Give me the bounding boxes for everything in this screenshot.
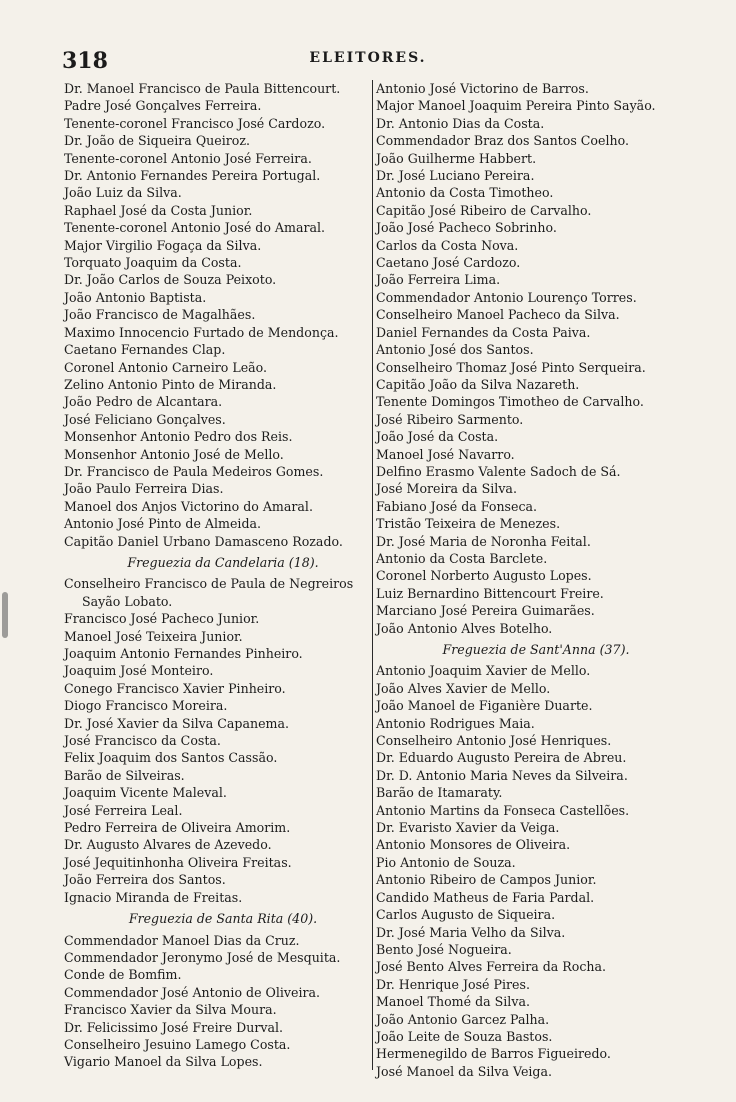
elector-entry: Joaquim José Monteiro. bbox=[64, 663, 214, 679]
elector-entry: Conselheiro Antonio José Henriques. bbox=[376, 733, 612, 749]
elector-entry: Conselheiro Francisco de Paula de Negreiros bbox=[64, 576, 354, 592]
elector-entry: Coronel Antonio Carneiro Leão. bbox=[64, 359, 268, 375]
elector-entry: Antonio Rodrigues Maia. bbox=[376, 715, 535, 731]
elector-entry: Pedro Ferreira de Oliveira Amorim. bbox=[64, 820, 291, 836]
elector-entry: Conselheiro Jesuino Lamego Costa. bbox=[64, 1036, 291, 1052]
elector-entry: João Ferreira dos Santos. bbox=[64, 872, 226, 888]
elector-entry: Coronel Norberto Augusto Lopes. bbox=[376, 568, 592, 584]
elector-entry: Francisco Xavier da Silva Moura. bbox=[64, 1002, 277, 1018]
elector-entry: Dr. José Maria Velho da Silva. bbox=[376, 924, 566, 940]
elector-entry: Joaquim Antonio Fernandes Pinheiro. bbox=[64, 646, 303, 661]
elector-entry: Pio Antonio de Souza. bbox=[376, 854, 516, 870]
elector-entry: José Francisco da Costa. bbox=[64, 733, 221, 749]
elector-entry: Felix Joaquim dos Santos Cassão. bbox=[64, 750, 278, 766]
elector-entry: João Antonio Garcez Palha. bbox=[376, 1011, 550, 1027]
elector-entry: Antonio Monsores de Oliveira. bbox=[376, 837, 571, 853]
elector-entry: Daniel Fernandes da Costa Paiva. bbox=[376, 324, 591, 340]
elector-entry: Dr. Manoel Francisco de Paula Bittencourt. bbox=[64, 81, 341, 96]
elector-entry: Capitão Daniel Urbano Damasceno Rozado. bbox=[64, 533, 343, 549]
elector-entry: Commendador Antonio Lourenço Torres. bbox=[376, 289, 637, 305]
elector-entry: Antonio Martins da Fonseca Castellões. bbox=[376, 802, 630, 818]
elector-entry: Barão de Silveiras. bbox=[64, 767, 185, 783]
elector-entry: José Feliciano Gonçalves. bbox=[64, 411, 226, 427]
elector-entry: Antonio da Costa Timotheo. bbox=[376, 185, 554, 201]
elector-entry: Maximo Innocencio Furtado de Mendonça. bbox=[64, 324, 339, 340]
elector-entry: Antonio da Costa Barclete. bbox=[376, 550, 548, 566]
elector-entry: Dr. José Xavier da Silva Capanema. bbox=[64, 715, 289, 731]
elector-entry: Marciano José Pereira Guimarães. bbox=[376, 603, 595, 619]
elector-entry: José Ferreira Leal. bbox=[64, 802, 183, 818]
elector-entry: João José da Costa. bbox=[376, 429, 499, 445]
elector-entry: Antonio Joaquim Xavier de Mello. bbox=[376, 663, 591, 679]
elector-entry: Tenente-coronel Francisco José Cardozo. bbox=[64, 115, 326, 131]
elector-entry: Bento José Nogueira. bbox=[376, 941, 512, 957]
elector-entry: Capitão José Ribeiro de Carvalho. bbox=[376, 202, 592, 218]
elector-entry: Candido Matheus de Faria Pardal. bbox=[376, 889, 595, 905]
elector-entry: José Jequitinhonha Oliveira Freitas. bbox=[64, 854, 292, 870]
right-column bbox=[376, 80, 696, 1080]
elector-entry: Manoel Thomé da Silva. bbox=[376, 994, 530, 1010]
elector-entry: José Bento Alves Ferreira da Rocha. bbox=[376, 959, 607, 975]
section-heading-santa-rita: Freguezia de Santa Rita (40). bbox=[128, 911, 318, 927]
elector-entry: Conselheiro Thomaz José Pinto Serqueira. bbox=[376, 359, 646, 375]
elector-entry: Vigario Manoel da Silva Lopes. bbox=[64, 1054, 263, 1070]
elector-entry: Caetano Fernandes Clap. bbox=[64, 342, 226, 358]
elector-entry: Commendador Manoel Dias da Cruz. bbox=[64, 932, 300, 948]
elector-entry: Conego Francisco Xavier Pinheiro. bbox=[64, 680, 286, 696]
elector-entry: Antonio José dos Santos. bbox=[376, 342, 534, 358]
elector-entry: Commendador Jeronymo José de Mesquita. bbox=[64, 949, 341, 965]
elector-entry: Dr. José Luciano Pereira. bbox=[376, 168, 535, 184]
elector-entry: João Guilherme Habbert. bbox=[376, 150, 537, 166]
elector-entry: Tenente-coronel Antonio José Ferreira. bbox=[64, 150, 312, 166]
elector-entry: Diogo Francisco Moreira. bbox=[64, 698, 228, 714]
elector-entry: Dr. Antonio Dias da Costa. bbox=[376, 115, 545, 131]
elector-entry: Dr. Francisco de Paula Medeiros Gomes. bbox=[64, 463, 324, 479]
section-heading-santanna: Freguezia de Sant'Anna (37). bbox=[442, 642, 630, 657]
elector-entry: Zelino Antonio Pinto de Miranda. bbox=[64, 376, 277, 392]
elector-entry: Dr. Henrique José Pires. bbox=[376, 976, 530, 992]
elector-entry: Monsenhor Antonio Pedro dos Reis. bbox=[64, 429, 293, 445]
elector-entry: Manoel dos Anjos Victorino do Amaral. bbox=[64, 498, 313, 514]
elector-entry: Fabiano José da Fonseca. bbox=[376, 498, 538, 514]
elector-entry: Carlos da Costa Nova. bbox=[376, 237, 519, 253]
page-number: 318 bbox=[62, 48, 108, 74]
elector-entry: Dr. João de Siqueira Queiroz. bbox=[64, 133, 250, 149]
elector-entry: Conde de Bomfim. bbox=[64, 967, 182, 983]
elector-entry: João Paulo Ferreira Dias. bbox=[64, 481, 224, 497]
elector-entry: Ignacio Miranda de Freitas. bbox=[64, 889, 243, 905]
page-title: ELEITORES. bbox=[309, 50, 427, 66]
left-column bbox=[64, 80, 382, 1071]
right-list-b bbox=[376, 662, 696, 1080]
left-list-a bbox=[64, 80, 382, 550]
elector-entry: Francisco José Pacheco Junior. bbox=[64, 611, 260, 627]
elector-entry: Torquato Joaquim da Costa. bbox=[64, 255, 242, 271]
elector-entry: Joaquim Vicente Maleval. bbox=[64, 785, 227, 801]
elector-entry: Commendador José Antonio de Oliveira. bbox=[64, 984, 321, 1000]
section-heading-candelaria: Freguezia da Candelaria (18). bbox=[127, 554, 319, 570]
margin-ink-mark bbox=[2, 592, 8, 638]
elector-entry: Commendador Braz dos Santos Coelho. bbox=[376, 133, 629, 149]
elector-entry: Barão de Itamaraty. bbox=[376, 785, 503, 801]
elector-entry: Dr. Eduardo Augusto Pereira de Abreu. bbox=[376, 750, 627, 766]
elector-entry: Dr. Felicissimo José Freire Durval. bbox=[64, 1019, 284, 1035]
elector-entry: João Antonio Alves Botelho. bbox=[376, 620, 553, 636]
elector-entry: Carlos Augusto de Siqueira. bbox=[376, 907, 556, 923]
elector-entry: Antonio José Victorino de Barros. bbox=[376, 81, 589, 96]
elector-entry: João Antonio Baptista. bbox=[64, 289, 207, 305]
elector-entry: João Luiz da Silva. bbox=[64, 185, 182, 201]
elector-entry: Dr. Evaristo Xavier da Veiga. bbox=[376, 820, 560, 836]
right-list-a bbox=[376, 80, 696, 637]
elector-entry: Hermenegildo de Barros Figueiredo. bbox=[376, 1046, 611, 1062]
elector-entry: Antonio Ribeiro de Campos Junior. bbox=[376, 872, 597, 888]
elector-entry: Tenente-coronel Antonio José do Amaral. bbox=[64, 220, 326, 236]
left-list-c bbox=[64, 932, 382, 1071]
elector-entry: João Pedro de Alcantara. bbox=[64, 394, 223, 410]
elector-entry: Raphael José da Costa Junior. bbox=[64, 202, 253, 218]
elector-entry: Capitão João da Silva Nazareth. bbox=[376, 376, 580, 392]
elector-entry: Dr. Augusto Alvares de Azevedo. bbox=[64, 837, 272, 853]
elector-entry: Tristão Teixeira de Menezes. bbox=[376, 516, 561, 532]
elector-entry: Caetano José Cardozo. bbox=[376, 255, 521, 271]
elector-entry: Dr. João Carlos de Souza Peixoto. bbox=[64, 272, 277, 288]
elector-entry: Conselheiro Manoel Pacheco da Silva. bbox=[376, 307, 620, 323]
elector-entry: João Manoel de Figanière Duarte. bbox=[376, 698, 593, 714]
elector-entry: João José Pacheco Sobrinho. bbox=[376, 220, 557, 236]
elector-entry: Major Virgilio Fogaça da Silva. bbox=[64, 237, 262, 253]
elector-entry: Padre José Gonçalves Ferreira. bbox=[64, 98, 262, 114]
elector-entry: José Ribeiro Sarmento. bbox=[376, 411, 524, 427]
elector-entry: José Manoel da Silva Veiga. bbox=[376, 1063, 553, 1079]
elector-entry: João Alves Xavier de Mello. bbox=[376, 680, 551, 696]
elector-entry: Dr. Antonio Fernandes Pereira Portugal. bbox=[64, 168, 321, 184]
elector-entry: Major Manoel Joaquim Pereira Pinto Sayão. bbox=[376, 98, 656, 114]
elector-entry: Tenente Domingos Timotheo de Carvalho. bbox=[376, 394, 644, 410]
elector-entry: José Moreira da Silva. bbox=[376, 481, 517, 497]
elector-entry: Dr. D. Antonio Maria Neves da Silveira. bbox=[376, 767, 628, 783]
elector-entry: João Ferreira Lima. bbox=[376, 272, 501, 288]
elector-entry: João Leite de Souza Bastos. bbox=[376, 1028, 553, 1044]
left-list-b bbox=[64, 575, 382, 906]
elector-entry: João Francisco de Magalhães. bbox=[64, 307, 256, 323]
elector-entry: Luiz Bernardino Bittencourt Freire. bbox=[376, 585, 604, 601]
elector-entry: Dr. José Maria de Noronha Feital. bbox=[376, 533, 591, 549]
elector-entry: Monsenhor Antonio José de Mello. bbox=[64, 446, 284, 462]
elector-entry: Sayão Lobato. bbox=[82, 593, 173, 609]
elector-entry: Manoel José Teixeira Junior. bbox=[64, 628, 243, 644]
elector-entry: Delfino Erasmo Valente Sadoch de Sá. bbox=[376, 463, 621, 479]
elector-entry: Antonio José Pinto de Almeida. bbox=[64, 516, 262, 532]
elector-entry: Manoel José Navarro. bbox=[376, 446, 515, 462]
